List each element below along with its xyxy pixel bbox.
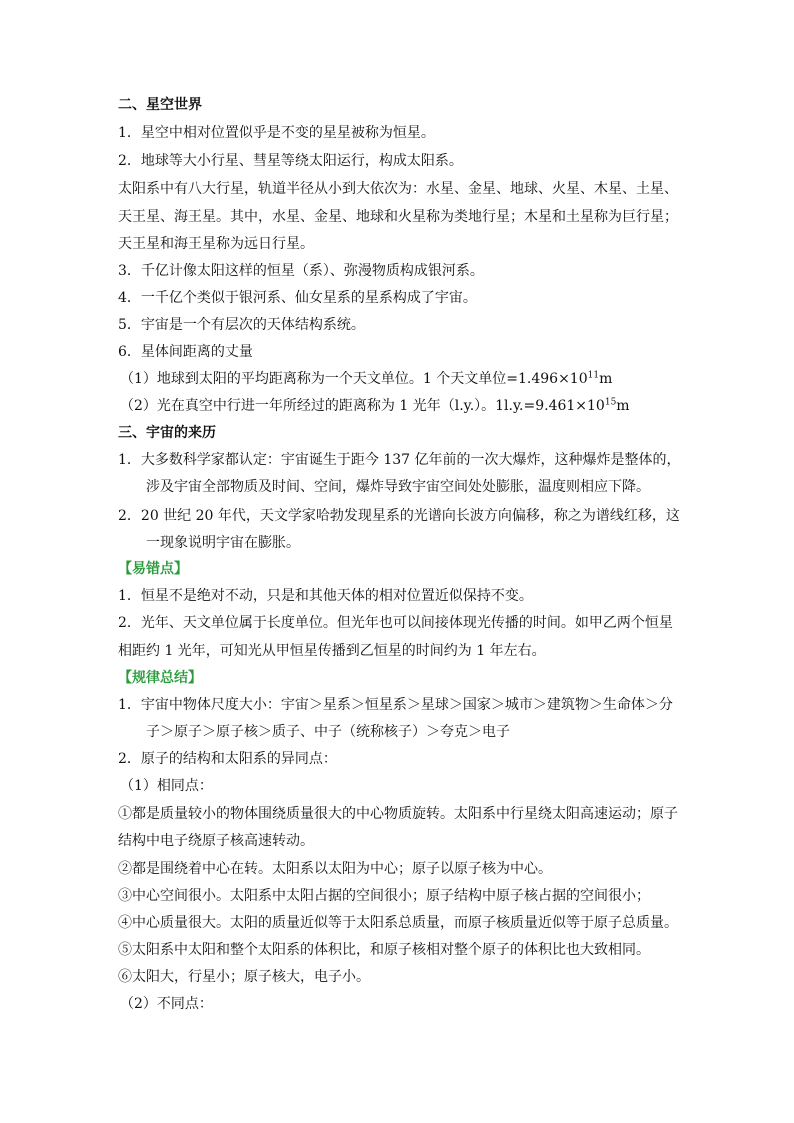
text-line: 2．地球等大小行星、彗星等绕太阳运行，构成太阳系。 <box>118 153 463 169</box>
text-line: 涉及宇宙全部物质及时间、空间，爆炸导致宇宙空间处处膨胀，温度则相应下降。 <box>146 479 650 495</box>
section-heading-starry-sky: 二、星空世界 <box>118 97 202 113</box>
text-line: 结构中电子绕原子核高速转动。 <box>118 833 314 849</box>
text-line: 相距约 1 光年，可知光从甲恒星传播到乙恒星的时间约为 1 年左右。 <box>118 643 546 659</box>
text-line: ③中心空间很小。太阳系中太阳占据的空间很小；原子结构中原子核占据的空间很小； <box>118 888 650 904</box>
text-line: ②都是围绕着中心在转。太阳系以太阳为中心；原子以原子核为中心。 <box>118 861 552 877</box>
text-line: 2．20 世纪 20 年代，天文学家哈勃发现星系的光谱向长波方向偏移，称之为谱线红移，这 <box>118 508 680 524</box>
text-line: 4．一千亿个类似于银河系、仙女星系的星系构成了宇宙。 <box>118 290 477 306</box>
text-line: （2）不同点： <box>120 996 213 1012</box>
text-line: 1．星空中相对位置似乎是不变的星星被称为恒星。 <box>118 125 435 141</box>
text-line: 1．大多数科学家都认定：宇宙诞生于距今 137 亿年前的一次大爆炸，这种爆炸是整体的， <box>118 452 681 468</box>
exponent: 15 <box>604 397 617 408</box>
text-span: （2）光在真空中行进一年所经过的距离称为 1 光年（l.y.）。1l.y.=9.461×10 <box>120 398 605 414</box>
text-line: 一现象说明宇宙在膨胀。 <box>146 535 300 551</box>
exponent: 11 <box>587 370 600 381</box>
section-heading-summary: 【规律总结】 <box>118 670 202 686</box>
section-heading-origin: 三、宇宙的来历 <box>118 425 216 441</box>
text-line: 1．宇宙中物体尺度大小：宇宙＞星系＞恒星系＞星球＞国家＞城市＞建筑物＞生命体＞分 <box>118 697 673 713</box>
unit: m <box>616 398 630 414</box>
unit: m <box>599 371 613 387</box>
text-line: ⑥太阳大，行星小；原子核大，电子小。 <box>118 969 370 985</box>
text-line: ⑤太阳系中太阳和整个太阳系的体积比，和原子核相对整个原子的体积比也大致相同。 <box>118 942 650 958</box>
text-line: 子＞原子＞原子核＞质子、中子（统称核子）＞夸克＞电子 <box>146 724 510 740</box>
text-line: 1．恒星不是绝对不动，只是和其他天体的相对位置近似保持不变。 <box>118 588 533 604</box>
text-line: 天王星和海王星称为远日行星。 <box>118 236 314 252</box>
text-line: 太阳系中有八大行星，轨道半径从小到大依次为：水星、金星、地球、火星、木星、土星、 <box>118 181 678 197</box>
light-year-line <box>120 397 734 415</box>
text-line: （1）相同点： <box>120 778 213 794</box>
section-heading-common-errors: 【易错点】 <box>118 561 188 577</box>
text-line: 6．星体间距离的丈量 <box>118 344 253 360</box>
text-line: 2．原子的结构和太阳系的异同点： <box>118 751 337 767</box>
text-line: 5．宇宙是一个有层次的天体结构系统。 <box>118 317 365 333</box>
text-line: 2．光年、天文单位属于长度单位。但光年也可以间接体现光传播的时间。如甲乙两个恒星 <box>118 615 673 631</box>
text-line: ④中心质量很大。太阳的质量近似等于太阳系总质量，而原子核质量近似等于原子总质量。 <box>118 915 678 931</box>
astronomical-unit-line <box>120 370 734 388</box>
text-line: 3．千亿计像太阳这样的恒星（系）、弥漫物质构成银河系。 <box>118 263 484 279</box>
text-span: （1）地球到太阳的平均距离称为一个天文单位。1 个天文单位=1.496×10 <box>120 371 588 387</box>
text-line: 天王星、海王星。其中，水星、金星、地球和火星称为类地行星；木星和土星称为巨行星； <box>118 209 678 225</box>
text-line: ①都是质量较小的物体围绕质量很大的中心物质旋转。太阳系中行星绕太阳高速运动；原子 <box>118 806 678 822</box>
